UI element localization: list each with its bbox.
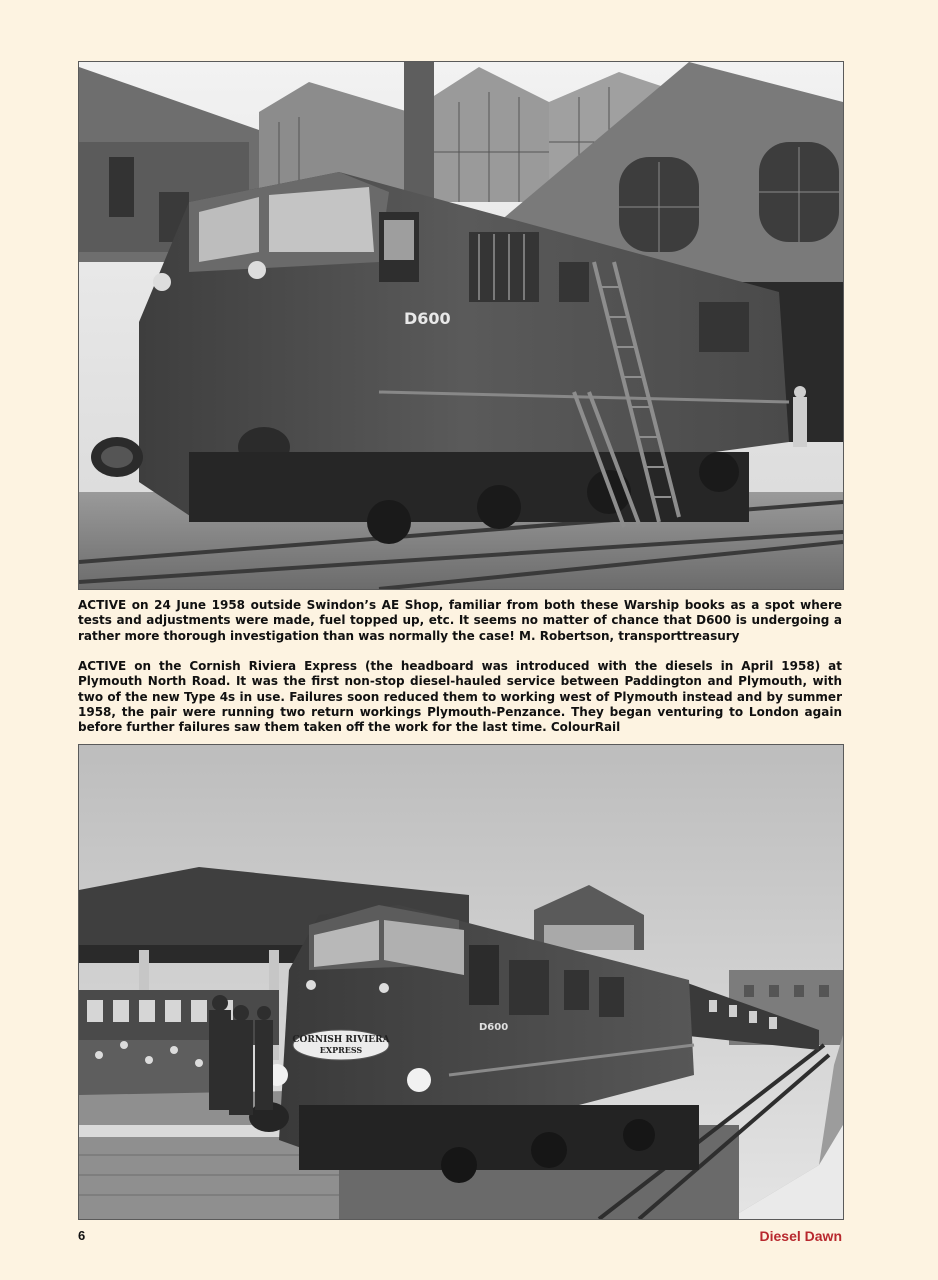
caption-swindon: ACTIVE on 24 June 1958 outside Swindon’s AE Shop, familiar from both these Warship books as a spot where tests and adjustments were made, fuel topped up, etc. It seems no matter of chance that D600 is undergoing a rather more thorough investigation than was normally the case! M. Robertson, transporttreasury: [78, 598, 842, 643]
headboard-line-1: CORNISH RIVIERA: [292, 1035, 390, 1045]
page-number: 6: [78, 1228, 86, 1243]
caption-cornish-riviera: ACTIVE on the Cornish Riviera Express (the headboard was introduced with the diesels in April 1958) at Plymouth North Road. It was the first non-stop diesel-hauled service between Paddington and Plymouth, with two of the new Type 4s in use. Failures soon reduced them to working west of Plymouth instead and by summer 1958, the pair were running two return workings Plymouth-Penzance. They began venturing to London again before further failures saw them taken off the work for the last time. ColourRail: [78, 659, 842, 735]
headboard-line-2: EXPRESS: [319, 1045, 363, 1055]
photo-cornish-riviera-plymouth: [78, 744, 844, 1220]
photo-bottom-drawing: [79, 745, 843, 1219]
photo-top-drawing: [79, 62, 843, 589]
photo-d600-swindon: [78, 61, 844, 590]
number-plate-text: D600: [404, 309, 451, 328]
number-plate-text-bottom: D600: [479, 1022, 509, 1033]
running-title: Diesel Dawn: [759, 1228, 842, 1244]
